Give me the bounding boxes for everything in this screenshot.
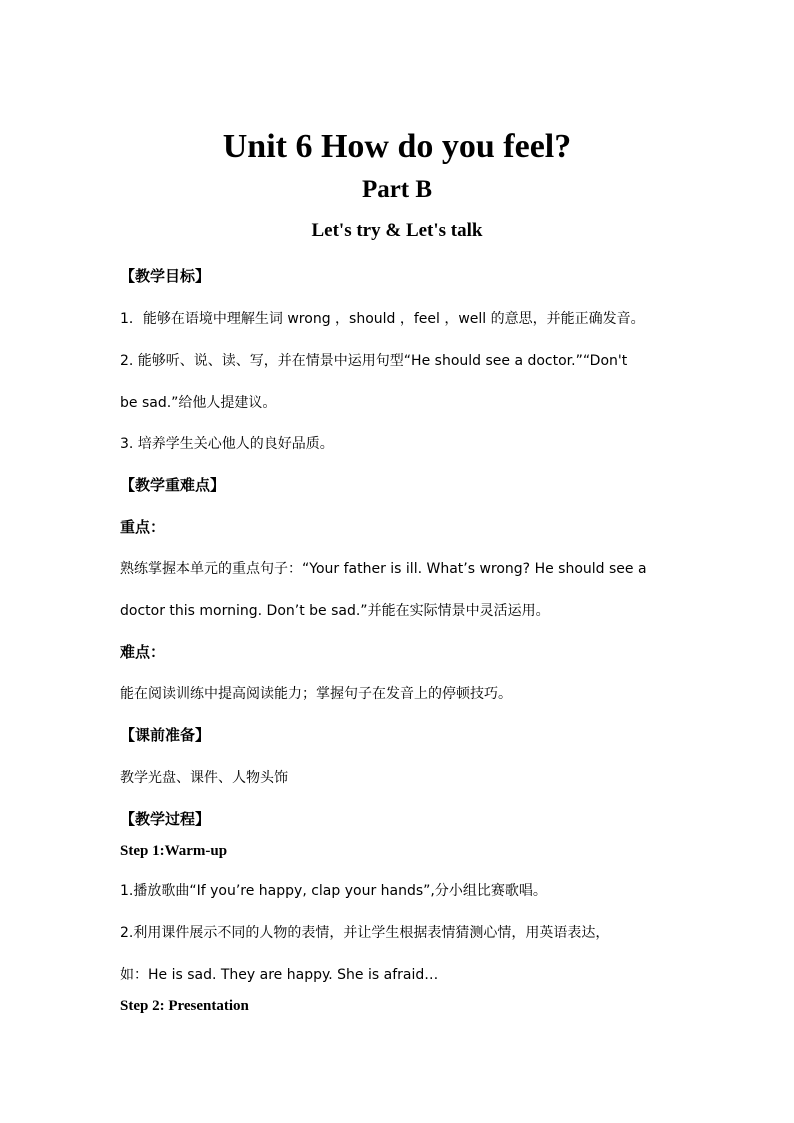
difficult-label: 难点： [120, 643, 166, 661]
objectives-heading: 【教学目标】 [120, 267, 211, 285]
page-title: Unit 6 How do you feel? [222, 128, 572, 165]
difficult-text: 能在阅读训练中提高阅读能力；掌握句子在发音上的停顿技巧。 [120, 686, 512, 702]
key-text-line-2: doctor this morning. Don’t be sad.”并能在实际情景中灵活运用。 [120, 603, 550, 619]
key-points-heading: 【教学重难点】 [120, 476, 226, 494]
lesson-subtitle: Let's try & Let's talk [311, 220, 483, 241]
process-heading: 【教学过程】 [120, 810, 211, 828]
step1-item-3: 如：He is sad. They are happy. She is afraid… [120, 967, 439, 983]
part-title: Part B [361, 176, 433, 203]
prep-text: 教学光盘、课件、人物头饰 [120, 770, 288, 786]
key-label: 重点： [120, 518, 166, 536]
step1-title: Step 1:Warm-up [120, 843, 228, 859]
step2-title: Step 2: Presentation [120, 998, 249, 1014]
objective-line-2: 2. 能够听、说、读、写，并在情景中运用句型“He should see a doctor.”“Don't [120, 353, 628, 369]
objective-line-1: 1．能够在语境中理解生词 wrong ，should ，feel ，well 的意思，并能正确发音。 [120, 311, 645, 327]
step1-item-1: 1.播放歌曲“If you’re happy, clap your hands”,分小组比赛歌唱。 [120, 883, 547, 899]
prep-heading: 【课前准备】 [120, 726, 211, 744]
objective-line-4: 3. 培养学生关心他人的良好品质。 [120, 436, 334, 452]
key-text-line-1: 熟练掌握本单元的重点句子：“Your father is ill. What’s wrong? He should see a [120, 561, 647, 577]
objective-line-3: be sad.”给他人提建议。 [120, 395, 277, 411]
step1-item-2: 2.利用课件展示不同的人物的表情，并让学生根据表情猜测心情，用英语表达， [120, 925, 610, 941]
